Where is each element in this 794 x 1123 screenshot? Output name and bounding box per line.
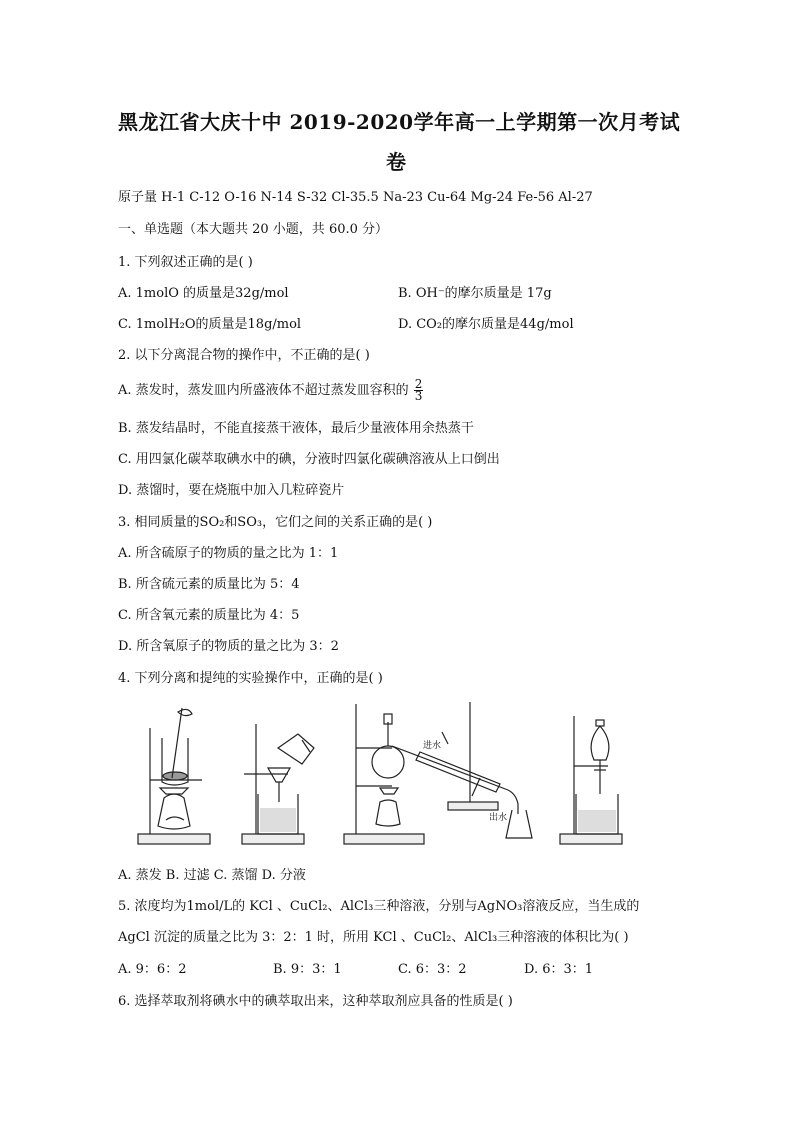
question-1-option-b: B. OH⁻的摩尔质量是 17g	[398, 286, 552, 301]
filtration-apparatus	[242, 724, 314, 844]
question-1-option-c: C. 1molH₂O的质量是18g/mol	[118, 317, 302, 332]
page-title-line1: 黑龙江省大庆十中 2019-2020学年高一上学期第一次月考试	[118, 110, 681, 134]
question-5-stem-line1: 5. 浓度均为1mol/L的 KCl 、CuCl₂、AlCl₃三种溶液，分别与AgNO₃溶液反应，当生成的	[118, 899, 640, 914]
question-4-stem: 4. 下列分离和提纯的实验操作中，正确的是( )	[118, 671, 383, 686]
question-3-option-c: C. 所含氧元素的质量比为 4：5	[118, 608, 300, 623]
question-2-option-c: C. 用四氯化碳萃取碘水中的碘，分液时四氯化碳碘溶液从上口倒出	[118, 452, 500, 467]
section-heading: 一、单选题（本大题共 20 小题，共 60.0 分）	[118, 222, 389, 237]
question-2-option-d: D. 蒸馏时，要在烧瓶中加入几粒碎瓷片	[118, 483, 345, 498]
question-1-stem: 1. 下列叙述正确的是( )	[118, 255, 253, 270]
question-2-option-b: B. 蒸发结晶时，不能直接蒸干液体，最后少量液体用余热蒸干	[118, 421, 474, 436]
question-5-option-a: A. 9：6：2	[118, 962, 187, 977]
apparatus-figure	[130, 698, 630, 850]
question-2-option-a	[118, 379, 423, 402]
question-1-option-d: D. CO₂的摩尔质量是44g/mol	[398, 317, 574, 332]
question-5-option-b: B. 9：3：1	[273, 962, 342, 977]
atomic-mass-line: 原子量 H-1 C-12 O-16 N-14 S-32 Cl-35.5 Na-23 Cu-64 Mg-24 Fe-56 Al-27	[118, 190, 593, 205]
fraction-numerator: 2	[414, 377, 423, 391]
question-2-option-a-text: A. 蒸发时，蒸发皿内所盛液体不超过蒸发皿容积的	[118, 383, 409, 398]
fraction	[414, 379, 424, 402]
water-out-label: 出水	[489, 813, 508, 823]
question-3-option-a: A. 所含硫原子的物质的量之比为 1：1	[118, 546, 339, 561]
question-2-stem: 2. 以下分离混合物的操作中，不正确的是( )	[118, 348, 370, 363]
question-3-option-d: D. 所含氧原子的物质的量之比为 3：2	[118, 639, 339, 654]
question-4-options: A. 蒸发 B. 过滤 C. 蒸馏 D. 分液	[118, 868, 306, 883]
fraction-denominator: 3	[414, 389, 423, 403]
page-title-line2: 卷	[386, 150, 407, 174]
question-5-option-c: C. 6：3：2	[398, 962, 467, 977]
question-5-option-d: D. 6：3：1	[524, 962, 594, 977]
question-1-option-a: A. 1molO 的质量是32g/mol	[118, 286, 289, 301]
question-3-option-b: B. 所含硫元素的质量比为 5：4	[118, 577, 300, 592]
question-3-stem: 3. 相同质量的SO₂和SO₃，它们之间的关系正确的是( )	[118, 515, 433, 530]
separatory-funnel-apparatus	[560, 716, 622, 844]
question-5-stem-line2: AgCl 沉淀的质量之比为 3：2：1 时，所用 KCl 、CuCl₂、AlCl₃三种溶液的体积比为( )	[118, 930, 629, 945]
water-in-label: 进水	[423, 741, 442, 751]
question-6-stem: 6. 选择萃取剂将碘水中的碘萃取出来，这种萃取剂应具备的性质是( )	[118, 994, 513, 1009]
evaporation-apparatus	[138, 708, 210, 844]
